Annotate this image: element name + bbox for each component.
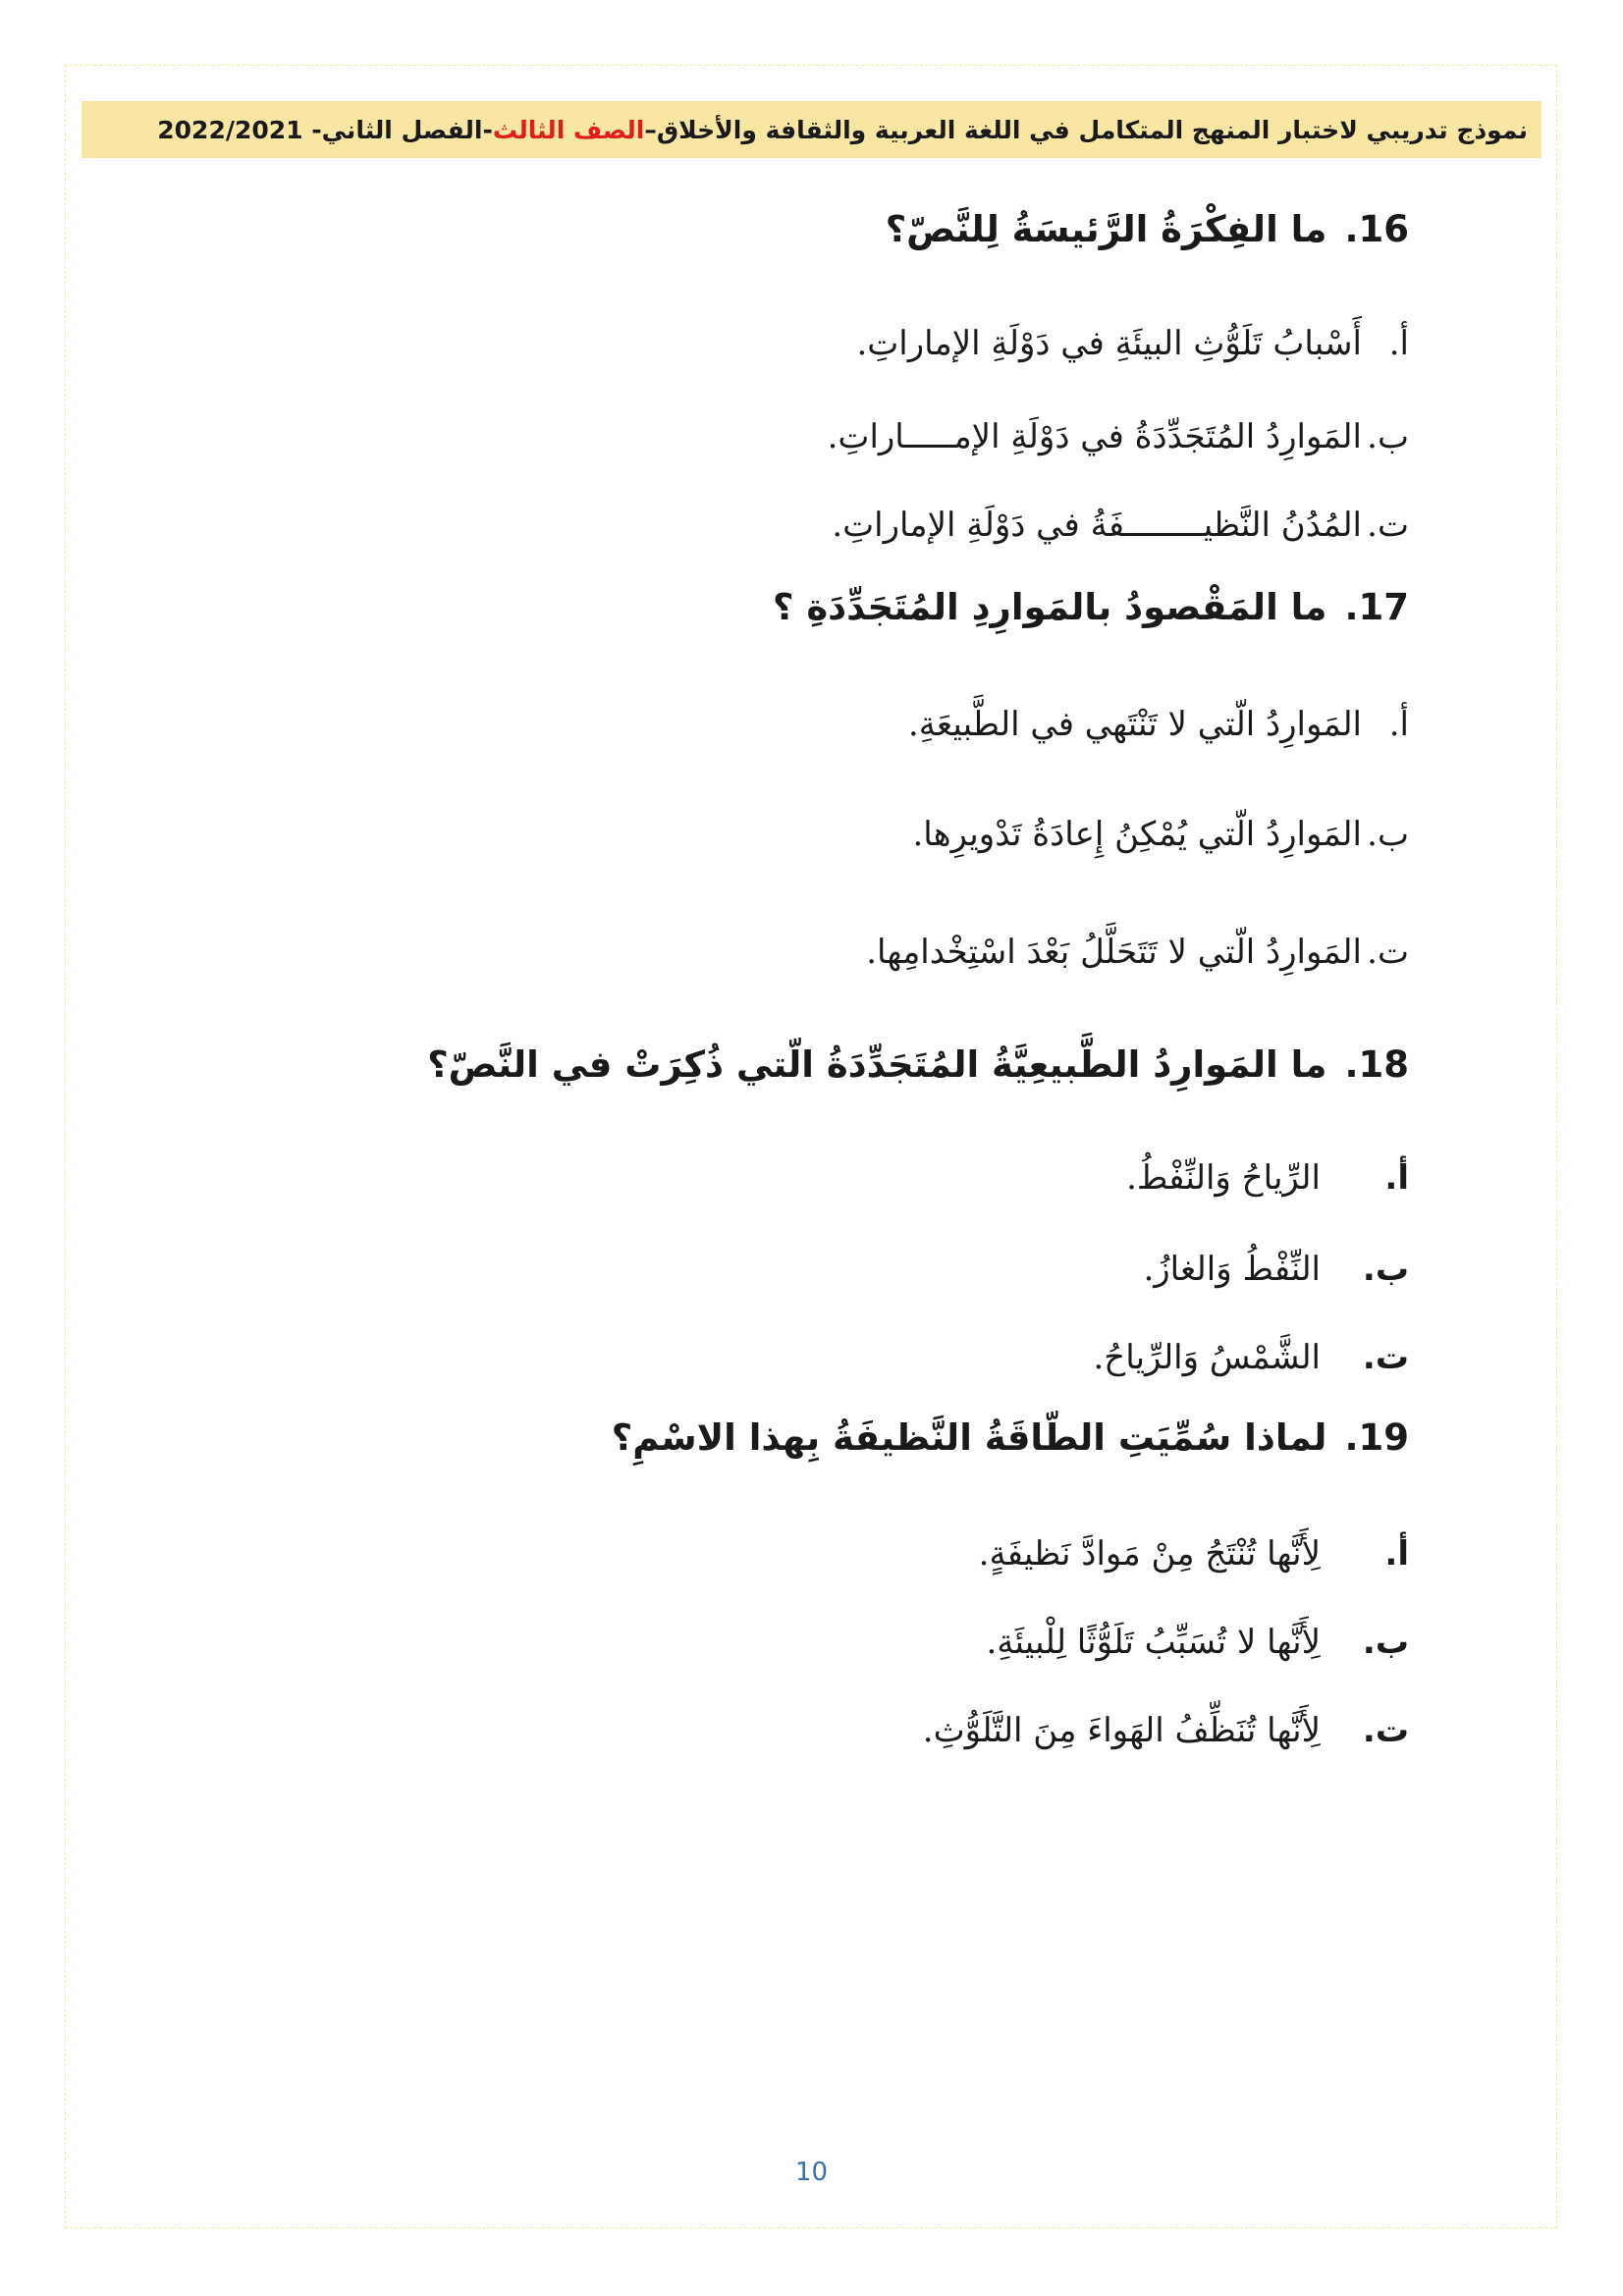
option-label: ت. <box>1362 1711 1409 1750</box>
option-label: ت. <box>1367 506 1409 545</box>
header-text: نموذج تدريبي لاختبار المنهج المتكامل في اللغة العربية والثقافة والأخلاق– <box>644 115 1528 144</box>
question-number: 17. <box>1344 586 1409 628</box>
option-text: المَوارِدُ الّتي لا تَتَحَلَّلُ بَعْدَ اسْتِخْدامِها. <box>866 933 1362 972</box>
option-label: ب. <box>1362 1623 1409 1662</box>
option-text: لِأَنَّها تُنَظِّفُ الهَواءَ مِنَ التَّلَوُّثِ. <box>922 1711 1321 1750</box>
option-19-a <box>979 1534 1409 1574</box>
option-text: المَوارِدُ الّتي يُمْكِنُ إِعادَةُ تَدْويرِها. <box>912 815 1362 854</box>
option-text: النِّفْطُ وَالغازُ. <box>1143 1250 1321 1289</box>
option-17-b <box>912 815 1409 854</box>
question-17 <box>773 586 1409 628</box>
header-term: -الفصل الثاني- 2022/2021 <box>157 115 493 144</box>
option-text: لِأَنَّها تُنْتَجُ مِنْ مَوادَّ نَظيفَةٍ. <box>978 1534 1321 1574</box>
option-label: ب. <box>1362 1250 1409 1289</box>
page-number: 10 <box>794 2158 829 2187</box>
option-18-b <box>1143 1250 1409 1289</box>
question-18 <box>427 1043 1409 1086</box>
option-text: المَوارِدُ الّتي لا تَنْتَهي في الطَّبيعَةِ. <box>907 705 1362 744</box>
option-19-b <box>987 1623 1409 1662</box>
option-17-a <box>908 705 1409 744</box>
option-label: ت. <box>1362 1338 1409 1377</box>
question-19 <box>612 1416 1409 1459</box>
option-label: أ. <box>1384 1534 1409 1574</box>
question-text: لماذا سُمِّيَتِ الطّاقَةُ النَّظيفَةُ بِهذا الاسْمِ؟ <box>611 1416 1327 1459</box>
option-text: الشَّمْسُ وَالرِّياحُ. <box>1093 1338 1321 1377</box>
option-16-b <box>828 417 1409 456</box>
option-19-c <box>923 1711 1409 1750</box>
option-17-c <box>866 933 1409 972</box>
option-text: الرِّياحُ وَالنِّفْطُ. <box>1126 1158 1321 1198</box>
option-label: ت. <box>1367 933 1409 972</box>
question-number: 19. <box>1344 1416 1409 1459</box>
option-label: أ. <box>1388 705 1409 744</box>
question-number: 16. <box>1344 208 1409 250</box>
question-text: ما الفِكْرَةُ الرَّئيسَةُ لِلنَّصّ؟ <box>885 208 1327 250</box>
page-border <box>65 65 1557 2228</box>
option-text: المُدُنُ النَّظيــــــــفَةُ في دَوْلَةِ الإماراتِ. <box>832 506 1362 545</box>
header-banner <box>81 101 1542 158</box>
option-text: أَسْبابُ تَلَوُّثِ البيئَةِ في دَوْلَةِ الإماراتِ. <box>856 324 1362 363</box>
option-18-a <box>1126 1158 1409 1198</box>
option-label: أ. <box>1388 324 1409 363</box>
option-text: المَوارِدُ المُتَجَدِّدَةُ في دَوْلَةِ الإمـــــاراتِ. <box>827 417 1362 456</box>
question-text: ما المَقْصودُ بالمَوارِدِ المُتَجَدِّدَةِ ؟ <box>772 586 1327 628</box>
option-label: أ. <box>1384 1158 1409 1198</box>
question-16 <box>886 208 1409 250</box>
option-label: ب. <box>1367 417 1409 456</box>
option-16-c <box>832 506 1409 545</box>
option-18-c <box>1093 1338 1409 1377</box>
option-label: ب. <box>1367 815 1409 854</box>
question-text: ما المَوارِدُ الطَّبيعِيَّةُ المُتَجَدِّدَةُ الّتي ذُكِرَتْ في النَّصّ؟ <box>427 1043 1327 1086</box>
question-number: 18. <box>1344 1043 1409 1086</box>
option-16-a <box>856 324 1409 363</box>
header-grade: الصف الثالث <box>492 115 645 144</box>
option-text: لِأَنَّها لا تُسَبِّبُ تَلَوُّثًا لِلْبيئَةِ. <box>986 1623 1321 1662</box>
